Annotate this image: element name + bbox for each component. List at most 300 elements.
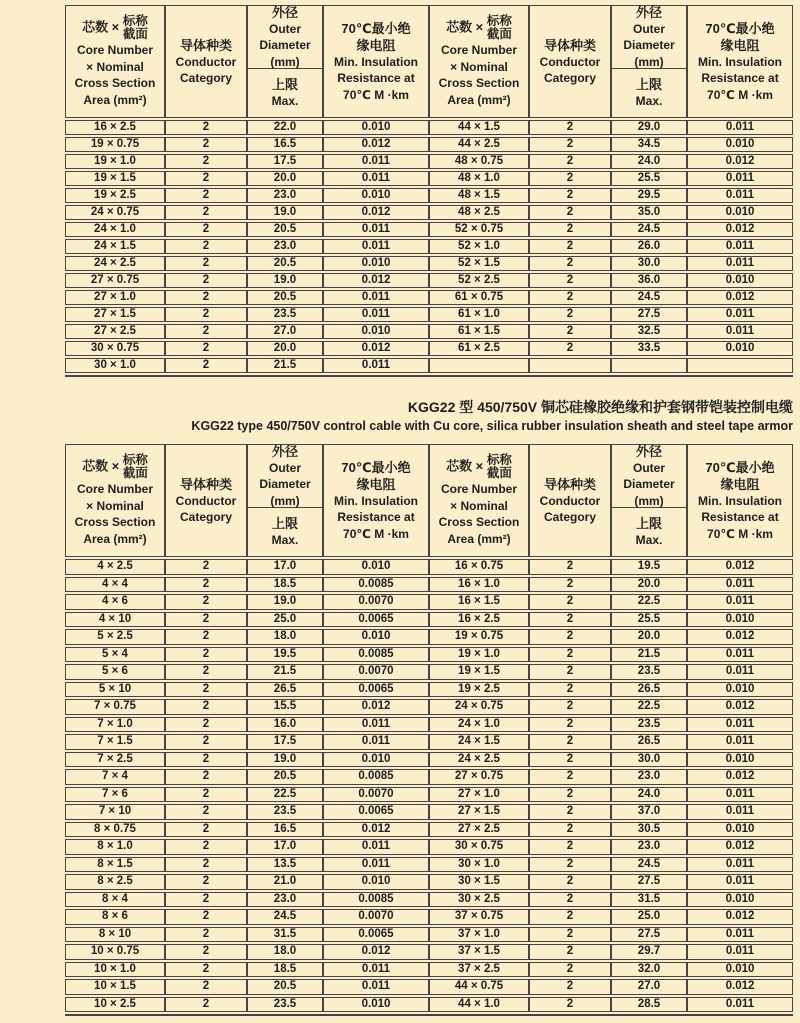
table-cell: 2 bbox=[529, 612, 611, 628]
table-cell: 2 bbox=[165, 137, 247, 152]
table-cell: 19.5 bbox=[247, 647, 323, 663]
header-resistance-en1: Min. Insulation bbox=[334, 54, 418, 69]
table-cell: 2 bbox=[165, 239, 247, 254]
table-cell: 27.0 bbox=[247, 324, 323, 339]
table-cell: 17.5 bbox=[247, 734, 323, 750]
header-core-number-en2: × Nominal bbox=[450, 59, 508, 74]
header-diameter-en1: Outer bbox=[268, 460, 301, 475]
table-cell: 23.5 bbox=[247, 804, 323, 820]
header-diameter-en3: (mm) bbox=[270, 493, 300, 508]
table-cell: 2 bbox=[529, 629, 611, 645]
table-row bbox=[65, 594, 793, 610]
table-cell bbox=[687, 358, 793, 373]
table-cell: 2 bbox=[529, 769, 611, 785]
table-cell: 34.5 bbox=[611, 137, 687, 152]
table-cell: 23.0 bbox=[611, 769, 687, 785]
table-cell: 0.011 bbox=[323, 857, 429, 873]
table-cell: 2 bbox=[165, 787, 247, 803]
header-core-number-en2: × Nominal bbox=[450, 498, 508, 513]
header-max-limit bbox=[612, 508, 686, 556]
table-cell: 0.011 bbox=[687, 256, 793, 271]
table-cell: 2 bbox=[529, 979, 611, 995]
table-cell: 2 bbox=[529, 137, 611, 152]
table-cell: 24 × 1.0 bbox=[429, 717, 529, 733]
table-row bbox=[65, 290, 793, 305]
table-cell: 8 × 2.5 bbox=[65, 874, 165, 890]
table-cell: 2 bbox=[165, 171, 247, 186]
table-cell: 0.011 bbox=[687, 944, 793, 960]
table-cell: 27 × 1.5 bbox=[429, 804, 529, 820]
header-conductor-en2: Category bbox=[179, 71, 232, 85]
table-cell: 19 × 0.75 bbox=[65, 137, 165, 152]
table-cell: 24 × 1.5 bbox=[429, 734, 529, 750]
table-cell: 19 × 2.5 bbox=[429, 682, 529, 698]
table-cell: 30.5 bbox=[611, 822, 687, 838]
table-cell: 26.5 bbox=[611, 682, 687, 698]
header-outer-diameter-top bbox=[248, 6, 322, 69]
table-cell: 23.5 bbox=[611, 717, 687, 733]
header-max-limit bbox=[248, 508, 322, 556]
table-row bbox=[65, 341, 793, 356]
table-row bbox=[65, 358, 793, 373]
table-cell: 7 × 6 bbox=[65, 787, 165, 803]
table-cell: 8 × 6 bbox=[65, 909, 165, 925]
header-conductor-zh: 导体种类 bbox=[543, 476, 596, 492]
table-cell: 0.010 bbox=[323, 559, 429, 575]
table-cell: 0.011 bbox=[323, 839, 429, 855]
table-cell: 2 bbox=[165, 307, 247, 322]
header-resistance-zh2: 缘电阻 bbox=[720, 476, 760, 492]
table-cell: 25.0 bbox=[247, 612, 323, 628]
table-cell: 2 bbox=[165, 612, 247, 628]
table-cell: 0.0070 bbox=[323, 909, 429, 925]
table-cell: 22.5 bbox=[247, 787, 323, 803]
table-row bbox=[65, 324, 793, 339]
table-cell: 25.5 bbox=[611, 171, 687, 186]
table-cell: 0.011 bbox=[323, 962, 429, 978]
table-cell: 20.5 bbox=[247, 290, 323, 305]
header-diameter-zh: 外径 bbox=[635, 443, 662, 459]
table-cell: 19 × 2.5 bbox=[65, 188, 165, 203]
table-cell: 22.5 bbox=[611, 699, 687, 715]
table-cell: 61 × 2.5 bbox=[429, 341, 529, 356]
table-cell: 30 × 0.75 bbox=[429, 839, 529, 855]
header-core-number-en4: Area (mm²) bbox=[447, 531, 511, 546]
table-cell: 2 bbox=[165, 154, 247, 169]
header-insulation-resistance bbox=[323, 5, 429, 118]
table-cell: 0.012 bbox=[687, 559, 793, 575]
table-cell: 20.0 bbox=[611, 577, 687, 593]
table-cell: 2 bbox=[165, 857, 247, 873]
table-cell: 0.011 bbox=[687, 664, 793, 680]
header-resistance-en3: 70℃ M ·km bbox=[707, 87, 773, 102]
header-conductor-en1: Conductor bbox=[175, 493, 237, 508]
table-cell: 33.5 bbox=[611, 341, 687, 356]
header-conductor-zh: 导体种类 bbox=[543, 37, 596, 53]
table-cell: 2 bbox=[529, 594, 611, 610]
header-conductor-zh: 导体种类 bbox=[179, 37, 232, 53]
header-resistance-zh1: 70℃最小绝 bbox=[705, 20, 775, 36]
header-nominal-stack: 标称 截面 bbox=[486, 453, 512, 480]
table-cell: 2 bbox=[165, 188, 247, 203]
table-cell: 2 bbox=[529, 188, 611, 203]
table-cell: 16 × 1.0 bbox=[429, 577, 529, 593]
table-cell: 0.012 bbox=[687, 769, 793, 785]
table-row bbox=[65, 699, 793, 715]
table-cell: 2 bbox=[165, 358, 247, 373]
table-cell: 0.011 bbox=[323, 239, 429, 254]
table-cell: 30 × 0.75 bbox=[65, 341, 165, 356]
table-cell: 0.010 bbox=[687, 273, 793, 288]
table-row bbox=[65, 997, 793, 1013]
table-cell: 29.5 bbox=[611, 188, 687, 203]
table-cell: 2 bbox=[165, 324, 247, 339]
table-cell: 37 × 0.75 bbox=[429, 909, 529, 925]
table-cell: 16 × 2.5 bbox=[65, 120, 165, 135]
table-cell: 0.011 bbox=[687, 577, 793, 593]
table-cell: 19.0 bbox=[247, 594, 323, 610]
header-core-number-en1: Core Number bbox=[76, 482, 153, 496]
table-cell: 2 bbox=[529, 290, 611, 305]
table-cell: 24 × 0.75 bbox=[429, 699, 529, 715]
table-row bbox=[65, 171, 793, 186]
table-cell: 0.011 bbox=[687, 734, 793, 750]
table-cell: 8 × 1.0 bbox=[65, 839, 165, 855]
header-core-number bbox=[65, 444, 165, 557]
table-cell: 0.011 bbox=[323, 307, 429, 322]
table-cell: 37 × 1.0 bbox=[429, 927, 529, 943]
table-cell: 4 × 2.5 bbox=[65, 559, 165, 575]
table-cell: 10 × 1.5 bbox=[65, 979, 165, 995]
table-cell: 0.011 bbox=[687, 787, 793, 803]
table-cell: 2 bbox=[165, 222, 247, 237]
table-cell: 0.0070 bbox=[323, 664, 429, 680]
table-cell: 27 × 1.0 bbox=[429, 787, 529, 803]
table-cell: 18.0 bbox=[247, 629, 323, 645]
table-row bbox=[65, 188, 793, 203]
header-max-en: Max. bbox=[635, 94, 663, 109]
header-resistance-zh2: 缘电阻 bbox=[720, 37, 760, 53]
table-row bbox=[65, 752, 793, 768]
table-cell: 30.0 bbox=[611, 752, 687, 768]
header-resistance-en3: 70℃ M ·km bbox=[707, 526, 773, 541]
header-resistance-zh2: 缘电阻 bbox=[356, 37, 396, 53]
table-cell: 21.0 bbox=[247, 874, 323, 890]
table-cell: 2 bbox=[529, 256, 611, 271]
table-cell: 52 × 1.0 bbox=[429, 239, 529, 254]
header-resistance-en2: Resistance at bbox=[337, 510, 415, 525]
header-max-en: Max. bbox=[271, 94, 299, 109]
table-row bbox=[65, 559, 793, 575]
table-cell: 27 × 0.75 bbox=[65, 273, 165, 288]
header-row bbox=[65, 444, 793, 557]
table-cell: 2 bbox=[529, 120, 611, 135]
table-cell: 26.5 bbox=[247, 682, 323, 698]
header-core-number-en1: Core Number bbox=[440, 43, 517, 57]
table-row bbox=[65, 273, 793, 288]
table-cell: 2 bbox=[165, 734, 247, 750]
table-cell: 0.010 bbox=[323, 120, 429, 135]
table-cell: 18.5 bbox=[247, 577, 323, 593]
table-row bbox=[65, 137, 793, 152]
header-resistance-en2: Resistance at bbox=[337, 71, 415, 86]
table-cell: 15.5 bbox=[247, 699, 323, 715]
table-cell: 0.011 bbox=[687, 239, 793, 254]
table-cell: 16.0 bbox=[247, 717, 323, 733]
header-outer-diameter-top bbox=[612, 445, 686, 508]
header-core-number-en4: Area (mm²) bbox=[83, 92, 147, 107]
table-cell: 27 × 2.5 bbox=[65, 324, 165, 339]
table-cell: 20.5 bbox=[247, 979, 323, 995]
table-cell: 0.010 bbox=[687, 137, 793, 152]
table-cell: 0.011 bbox=[323, 171, 429, 186]
table-row bbox=[65, 154, 793, 169]
table-cell: 27.0 bbox=[611, 979, 687, 995]
table-cell: 25.0 bbox=[611, 909, 687, 925]
table-row bbox=[65, 239, 793, 254]
table-cell: 0.010 bbox=[687, 205, 793, 220]
header-core-number bbox=[429, 444, 529, 557]
table-cell: 2 bbox=[529, 822, 611, 838]
table-cell: 0.011 bbox=[687, 647, 793, 663]
table-cell: 19 × 1.5 bbox=[65, 171, 165, 186]
table-cell: 2 bbox=[165, 256, 247, 271]
table-cell: 2 bbox=[165, 664, 247, 680]
table-cell: 2 bbox=[529, 577, 611, 593]
table-cell: 0.0065 bbox=[323, 682, 429, 698]
table-cell: 0.010 bbox=[323, 997, 429, 1013]
header-core-number-en4: Area (mm²) bbox=[447, 92, 511, 107]
header-conductor-en1: Conductor bbox=[539, 54, 601, 69]
table-cell: 2 bbox=[165, 629, 247, 645]
table-cell: 29.0 bbox=[611, 120, 687, 135]
header-conductor-en2: Category bbox=[179, 510, 232, 524]
table-row bbox=[65, 717, 793, 733]
table-cell: 52 × 0.75 bbox=[429, 222, 529, 237]
header-insulation-resistance bbox=[687, 5, 793, 118]
table-cell: 2 bbox=[529, 222, 611, 237]
table-row bbox=[65, 857, 793, 873]
header-max-limit bbox=[248, 69, 322, 117]
table-cell: 2 bbox=[529, 341, 611, 356]
header-core-number-en3: Cross Section bbox=[438, 76, 520, 90]
table-cell: 2 bbox=[165, 927, 247, 943]
table-cell: 20.0 bbox=[247, 341, 323, 356]
table-cell: 30.0 bbox=[611, 256, 687, 271]
table-cell: 2 bbox=[529, 944, 611, 960]
table-cell: 23.5 bbox=[611, 664, 687, 680]
table-cell: 18.5 bbox=[247, 962, 323, 978]
table-cell: 0.012 bbox=[687, 979, 793, 995]
table-cell: 10 × 1.0 bbox=[65, 962, 165, 978]
table-cell: 52 × 1.5 bbox=[429, 256, 529, 271]
table-cell: 0.012 bbox=[323, 341, 429, 356]
header-diameter-en2: Diameter bbox=[259, 38, 311, 53]
table-cell: 0.011 bbox=[687, 120, 793, 135]
header-conductor-category bbox=[165, 444, 247, 557]
table-cell: 23.0 bbox=[247, 239, 323, 254]
table-cell: 23.0 bbox=[247, 188, 323, 203]
table-cell: 2 bbox=[529, 273, 611, 288]
header-diameter-en1: Outer bbox=[268, 21, 301, 36]
table-cell: 0.012 bbox=[687, 222, 793, 237]
table-cell: 0.011 bbox=[687, 804, 793, 820]
table-cell: 0.011 bbox=[323, 290, 429, 305]
header-resistance-zh2: 缘电阻 bbox=[356, 476, 396, 492]
table-cell: 2 bbox=[165, 997, 247, 1013]
table-cell: 35.0 bbox=[611, 205, 687, 220]
header-outer-diameter bbox=[247, 5, 323, 118]
header-core-number-en3: Cross Section bbox=[74, 515, 156, 529]
table-cell: 23.5 bbox=[247, 307, 323, 322]
header-resistance-en1: Min. Insulation bbox=[334, 493, 418, 508]
table-cell: 2 bbox=[529, 997, 611, 1013]
table-cell: 0.0085 bbox=[323, 647, 429, 663]
table-row bbox=[65, 787, 793, 803]
table-cell: 27 × 1.5 bbox=[65, 307, 165, 322]
table-row bbox=[65, 927, 793, 943]
header-diameter-zh: 外径 bbox=[271, 443, 298, 459]
table-cell: 17.5 bbox=[247, 154, 323, 169]
header-max-limit bbox=[612, 69, 686, 117]
table-cell: 2 bbox=[529, 874, 611, 890]
table-cell: 2 bbox=[529, 171, 611, 186]
table-cell: 2 bbox=[165, 979, 247, 995]
table-cell: 0.010 bbox=[687, 612, 793, 628]
table-cell: 7 × 1.5 bbox=[65, 734, 165, 750]
table-cell: 21.5 bbox=[611, 647, 687, 663]
table-cell: 0.012 bbox=[323, 944, 429, 960]
table-cell: 2 bbox=[165, 682, 247, 698]
table-cell: 16.5 bbox=[247, 822, 323, 838]
table-cell: 19.0 bbox=[247, 273, 323, 288]
table-cell: 17.0 bbox=[247, 559, 323, 575]
section-title bbox=[65, 397, 793, 436]
table-cell: 19 × 1.0 bbox=[65, 154, 165, 169]
header-core-number-zh: 芯数 × 标称 截面 bbox=[82, 14, 148, 41]
header-conductor-en2: Category bbox=[543, 510, 596, 524]
table-cell: 0.011 bbox=[323, 154, 429, 169]
table-cell: 7 × 10 bbox=[65, 804, 165, 820]
table-cell: 24.5 bbox=[611, 857, 687, 873]
table-cell: 7 × 4 bbox=[65, 769, 165, 785]
table-cell: 0.010 bbox=[687, 682, 793, 698]
header-nominal-stack: 标称 截面 bbox=[486, 14, 512, 41]
table-cell: 2 bbox=[165, 699, 247, 715]
table-row bbox=[65, 307, 793, 322]
table-cell: 2 bbox=[529, 839, 611, 855]
table-cell: 27 × 0.75 bbox=[429, 769, 529, 785]
table-cell: 16 × 2.5 bbox=[429, 612, 529, 628]
table-row bbox=[65, 822, 793, 838]
table-cell: 2 bbox=[529, 324, 611, 339]
table-cell: 19 × 1.0 bbox=[429, 647, 529, 663]
table-cell: 24 × 2.5 bbox=[429, 752, 529, 768]
table-cell: 0.012 bbox=[687, 290, 793, 305]
table-row bbox=[65, 839, 793, 855]
table-cell: 8 × 0.75 bbox=[65, 822, 165, 838]
table-cell: 24.5 bbox=[247, 909, 323, 925]
table-cell: 48 × 1.5 bbox=[429, 188, 529, 203]
table-cell: 13.5 bbox=[247, 857, 323, 873]
table-cell: 0.012 bbox=[687, 699, 793, 715]
table-cell: 61 × 0.75 bbox=[429, 290, 529, 305]
header-row bbox=[65, 5, 793, 118]
header-outer-diameter bbox=[611, 444, 687, 557]
header-conductor-category bbox=[529, 5, 611, 118]
table-cell: 0.010 bbox=[687, 341, 793, 356]
table-row bbox=[65, 804, 793, 820]
header-diameter-en3: (mm) bbox=[270, 54, 300, 69]
table-row bbox=[65, 629, 793, 645]
table-cell: 0.010 bbox=[323, 188, 429, 203]
table-cell: 0.011 bbox=[323, 717, 429, 733]
table-cell: 0.0070 bbox=[323, 787, 429, 803]
header-conductor-en2: Category bbox=[543, 71, 596, 85]
table-cell: 20.5 bbox=[247, 222, 323, 237]
header-resistance-en2: Resistance at bbox=[701, 71, 779, 86]
table-cell: 0.010 bbox=[323, 752, 429, 768]
table-cell: 22.5 bbox=[611, 594, 687, 610]
table-cell: 18.0 bbox=[247, 944, 323, 960]
table-cell: 5 × 4 bbox=[65, 647, 165, 663]
table-row bbox=[65, 874, 793, 890]
table-cell: 37 × 2.5 bbox=[429, 962, 529, 978]
table-cell: 48 × 0.75 bbox=[429, 154, 529, 169]
section-title-zh: KGG22 型 450/750V 铜芯硅橡胶绝缘和护套钢带铠装控制电缆 bbox=[407, 399, 793, 415]
table-cell: 16.5 bbox=[247, 137, 323, 152]
table-row bbox=[65, 120, 793, 135]
table-cell: 0.0065 bbox=[323, 612, 429, 628]
table-cell: 23.5 bbox=[247, 997, 323, 1013]
table-cell: 19.0 bbox=[247, 752, 323, 768]
table-cell: 0.011 bbox=[687, 857, 793, 873]
table-cell: 5 × 10 bbox=[65, 682, 165, 698]
table-cell: 20.5 bbox=[247, 769, 323, 785]
header-outer-diameter-top bbox=[248, 445, 322, 508]
table-cell: 7 × 1.0 bbox=[65, 717, 165, 733]
table-cell: 2 bbox=[165, 120, 247, 135]
header-outer-diameter-top bbox=[612, 6, 686, 69]
table-cell: 27.5 bbox=[611, 874, 687, 890]
table-cell: 27.5 bbox=[611, 927, 687, 943]
table-cell: 24.0 bbox=[611, 154, 687, 169]
table-cell: 0.011 bbox=[323, 358, 429, 373]
spec-table-1 bbox=[65, 3, 793, 377]
table-cell: 24 × 2.5 bbox=[65, 256, 165, 271]
table-cell: 2 bbox=[529, 239, 611, 254]
section-title-en: KGG22 type 450/750V control cable with Cu core, silica rubber insulation sheath and steel tape armor bbox=[191, 419, 793, 433]
table-cell: 2 bbox=[165, 577, 247, 593]
table-cell: 2 bbox=[165, 892, 247, 908]
header-conductor-category bbox=[165, 5, 247, 118]
header-max-en: Max. bbox=[271, 533, 299, 548]
table-cell: 48 × 1.0 bbox=[429, 171, 529, 186]
table-cell: 2 bbox=[529, 664, 611, 680]
table-cell: 0.012 bbox=[687, 839, 793, 855]
table-cell: 2 bbox=[165, 205, 247, 220]
header-diameter-en3: (mm) bbox=[634, 54, 664, 69]
header-diameter-en1: Outer bbox=[632, 21, 665, 36]
table-cell: 2 bbox=[165, 874, 247, 890]
header-core-number bbox=[65, 5, 165, 118]
table-cell: 29.7 bbox=[611, 944, 687, 960]
table-cell: 2 bbox=[529, 962, 611, 978]
table-cell: 2 bbox=[165, 769, 247, 785]
table-cell: 0.012 bbox=[323, 699, 429, 715]
table-cell: 27 × 2.5 bbox=[429, 822, 529, 838]
header-core-number-en2: × Nominal bbox=[86, 498, 144, 513]
